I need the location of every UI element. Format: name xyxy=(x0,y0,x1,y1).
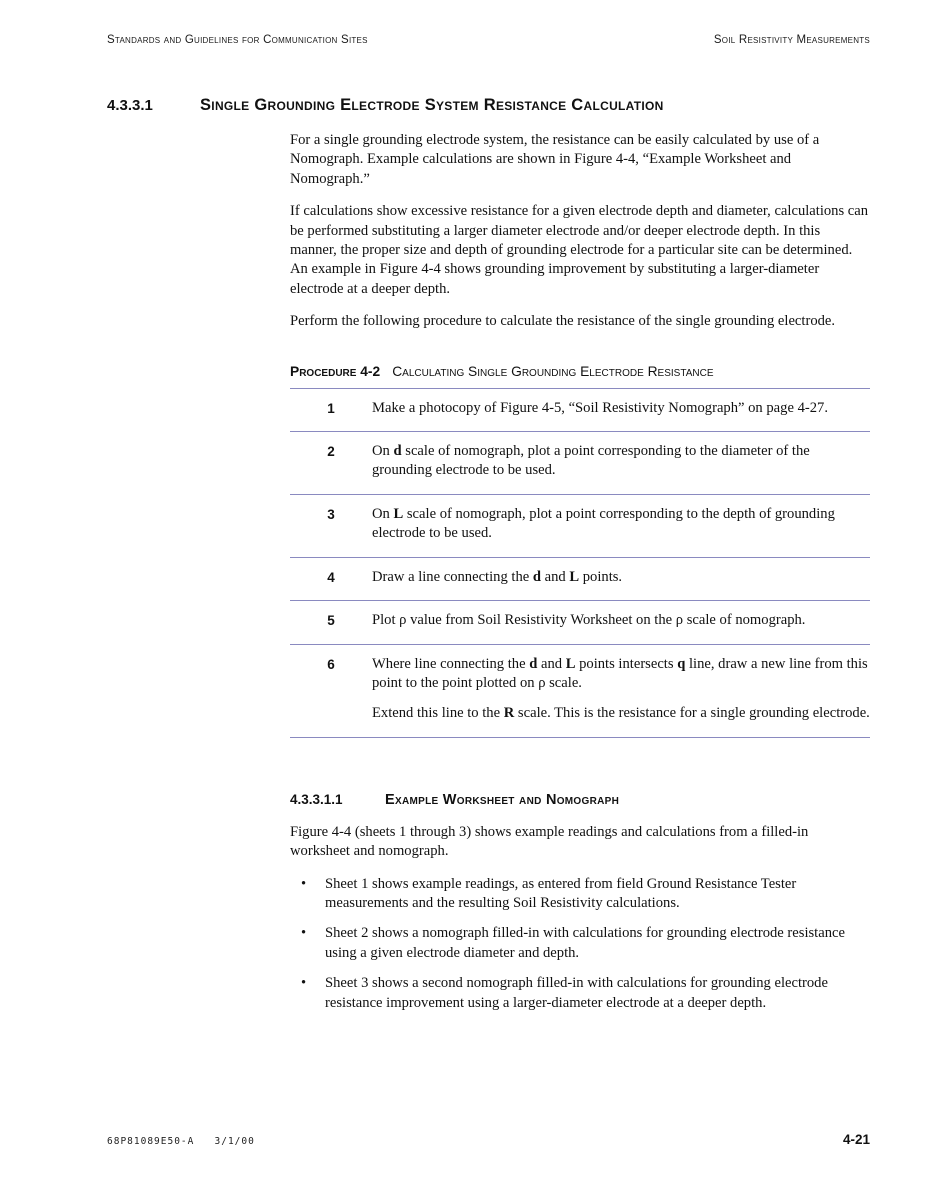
running-head-left: Standards and Guidelines for Communication Sites xyxy=(107,34,368,46)
paragraph: For a single grounding electrode system, the resistance can be easily calculated by use of a Nomograph. Example calculations are shown in Figure 4-4, “Example Worksheet and Nomograph.” xyxy=(290,132,820,187)
procedure-steps xyxy=(290,388,870,738)
step-text: Where line connecting the d and L points intersects q line, draw a new line from this point to the point plotted on ρ scale. Extend this line to the R scale. This is the resistance for a single grounding electrode. xyxy=(372,655,870,722)
paragraph: Perform the following procedure to calculate the resistance of the single grounding electrode. xyxy=(290,313,836,330)
section-heading xyxy=(107,96,870,115)
bullet-icon: • xyxy=(301,925,307,942)
procedure-step-row xyxy=(290,388,870,431)
step-number: 2 xyxy=(327,444,335,460)
list-item-text: Sheet 2 shows a nomograph filled-in with calculations for grounding electrode resistance using a given electrode diameter and depth. xyxy=(325,925,845,961)
section-body xyxy=(290,131,870,738)
procedure-step-row xyxy=(290,557,870,600)
step-number: 3 xyxy=(327,506,335,522)
step-number: 5 xyxy=(327,613,335,629)
procedure-step-row xyxy=(290,600,870,643)
running-head-right: Soil Resistivity Measurements xyxy=(713,34,870,46)
procedure-block xyxy=(290,364,870,738)
procedure-name: Calculating Single Grounding Electrode Resistance xyxy=(392,363,714,379)
list-item-text: Sheet 1 shows example readings, as entered from field Ground Resistance Tester measurements and the resulting Soil Resistivity calculations. xyxy=(325,875,797,911)
step-text: On L scale of nomograph, plot a point corresponding to the depth of grounding electrode to be used. xyxy=(372,505,835,542)
procedure-step-row xyxy=(290,644,870,737)
procedure-title xyxy=(290,364,870,379)
step-number: 4 xyxy=(327,569,335,585)
section-title: Single Grounding Electrode System Resistance Calculation xyxy=(200,96,664,114)
subsection-heading xyxy=(290,792,870,808)
subsection-body xyxy=(290,823,870,862)
bullet-list xyxy=(290,875,870,1013)
page-footer xyxy=(107,1132,870,1147)
step-number: 6 xyxy=(327,656,335,672)
step-text: Draw a line connecting the d and L points. xyxy=(372,568,623,585)
procedure-step-row xyxy=(290,431,870,494)
bullet-icon: • xyxy=(301,975,307,992)
list-item xyxy=(290,974,870,1013)
step-text: Make a photocopy of Figure 4-5, “Soil Resistivity Nomograph” on page 4-27. xyxy=(372,399,828,416)
list-item-text: Sheet 3 shows a second nomograph filled-in with calculations for grounding electrode resistance improvement using a larger-diameter electrode at a deeper depth. xyxy=(325,975,828,1011)
step-number: 1 xyxy=(327,400,335,416)
list-item xyxy=(290,875,870,914)
list-item xyxy=(290,924,870,963)
paragraph: If calculations show excessive resistance for a given electrode depth and diameter, calculations can be performed substituting a larger diameter electrode and/or deeper electrode depth. In this manner, the proper size and depth of grounding electrode for a particular site can be determined. An example in Figure 4-4 shows grounding improvement by substituting a larger-diameter electrode at a deeper depth. xyxy=(290,203,869,297)
running-head xyxy=(0,0,925,46)
procedure-step-row xyxy=(290,494,870,557)
subsection-number: 4.3.3.1.1 xyxy=(290,791,343,807)
step-text: Plot ρ value from Soil Resistivity Worksheet on the ρ scale of nomograph. xyxy=(372,612,806,629)
subsection-title: Example Worksheet and Nomograph xyxy=(385,791,620,808)
step-text: On d scale of nomograph, plot a point corresponding to the diameter of the grounding electrode to be used. xyxy=(372,443,810,479)
document-number: 68P81089E50-A 3/1/00 xyxy=(107,1136,255,1147)
paragraph: Figure 4-4 (sheets 1 through 3) shows example readings and calculations from a filled-in worksheet and nomograph. xyxy=(290,823,809,860)
section-number: 4.3.3.1 xyxy=(107,97,153,114)
bullet-icon: • xyxy=(301,875,307,892)
page-number: 4-21 xyxy=(842,1132,870,1147)
procedure-label: Procedure 4-2 xyxy=(290,363,381,379)
